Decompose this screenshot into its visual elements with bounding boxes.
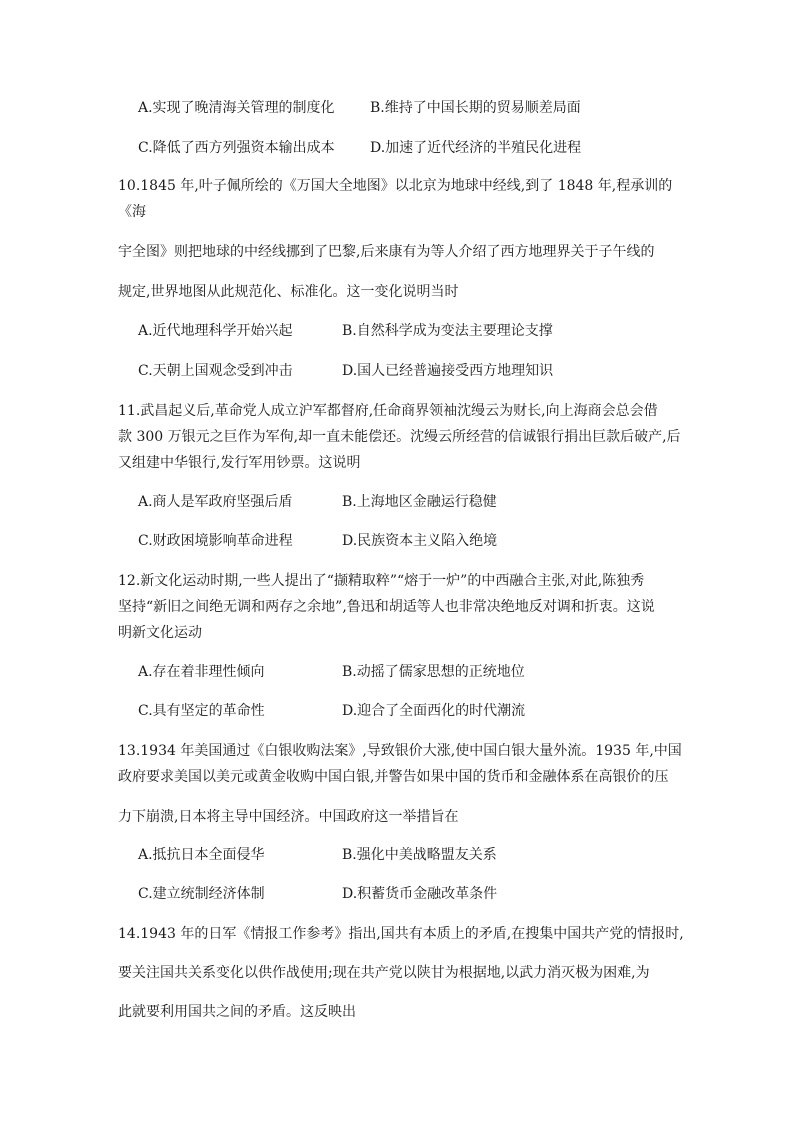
q10-stem-line-4: 规定,世界地图从此规范化、标准化。这一变化说明当时 — [118, 284, 459, 300]
q9-option-d: D.加速了近代经济的半殖民化进程 — [370, 140, 582, 156]
q13-stem-line-1: 13.1934 年美国通过《白银收购法案》,导致银价大涨,使中国白银大量外流。1935 年,中国 — [118, 743, 682, 759]
q14-stem-line-3: 此就要利用国共之间的矛盾。这反映出 — [118, 1004, 356, 1020]
q10-stem-line-2: 《海 — [118, 204, 146, 220]
q13-option-c: C.建立统制经济体制 — [138, 886, 265, 902]
q10-option-c: C.天朝上国观念受到冲击 — [138, 363, 293, 379]
q9-option-a: A.实现了晚清海关管理的制度化 — [138, 100, 335, 116]
q11-option-b: B.上海地区金融运行稳健 — [342, 494, 497, 510]
q9-option-c: C.降低了西方列强资本输出成本 — [138, 140, 335, 156]
q11-stem-line-1: 11.武昌起义后,革命党人成立沪军都督府,任命商界领袖沈缦云为财长,向上海商会总会借 — [118, 403, 658, 419]
q12-option-b: B.动摇了儒家思想的正统地位 — [342, 664, 525, 680]
q14-stem-line-2: 要关注国共关系变化以供作战使用;现在共产党以陕甘为根据地,以武力消灭极为困难,为 — [118, 965, 650, 981]
q13-stem-line-2: 政府要求美国以美元或黄金收购中国白银,并警告如果中国的货币和金融体系在高银价的压 — [118, 769, 669, 785]
q12-option-c: C.具有坚定的革命性 — [138, 703, 265, 719]
q11-stem-line-2: 款 300 万银元之巨作为军佝,却一直未能偿还。沈缦云所经营的信诚银行捐出巨款后破产,后 — [118, 429, 681, 445]
q13-stem-line-3: 力下崩溃,日本将主导中国经济。中国政府这一举措旨在 — [118, 809, 459, 825]
q12-stem-line-2: 坚持“新旧之间绝无调和两存之余地”,鲁迅和胡适等人也非常决绝地反对调和折衷。这说 — [118, 599, 655, 615]
q13-option-b: B.强化中美战略盟友关系 — [342, 847, 497, 863]
q10-option-a: A.近代地理科学开始兴起 — [138, 323, 293, 339]
q10-option-d: D.国人已经普遍接受西方地理知识 — [342, 363, 554, 379]
q14-stem-line-1: 14.1943 年的日军《情报工作参考》指出,国共有本质上的矛盾,在搜集中国共产党的情报时, — [118, 926, 684, 942]
q10-option-b: B.自然科学成为变法主要理论支撑 — [342, 323, 553, 339]
q9-option-b: B.维持了中国长期的贸易顺差局面 — [370, 100, 581, 116]
q12-option-a: A.存在着非理性倾向 — [138, 664, 265, 680]
q10-stem-line-1: 10.1845 年,叶子佩所绘的《万国大全地图》以北京为地球中经线,到了 1848 年,程承训的 — [118, 178, 673, 194]
q11-option-d: D.民族资本主义陷入绝境 — [342, 533, 498, 549]
q13-option-a: A.抵抗日本全面侵华 — [138, 847, 265, 863]
q10-stem-line-3: 宇全图》则把地球的中经线挪到了巴黎,后来康有为等人介绍了西方地理界关于子午线的 — [118, 244, 655, 260]
q13-option-d: D.积蓄货币金融改革条件 — [342, 886, 498, 902]
q12-option-d: D.迎合了全面西化的时代潮流 — [342, 703, 526, 719]
q11-option-c: C.财政困境影响革命进程 — [138, 533, 293, 549]
q12-stem-line-1: 12.新文化运动时期,一些人提出了“撷精取粹”“熔于一炉”的中西融合主张,对此,陈独秀 — [118, 573, 645, 589]
q11-option-a: A.商人是军政府坚强后盾 — [138, 494, 293, 510]
q11-stem-line-3: 又组建中华银行,发行军用钞票。这说明 — [118, 455, 361, 471]
q12-stem-line-3: 明新文化运动 — [118, 625, 202, 641]
